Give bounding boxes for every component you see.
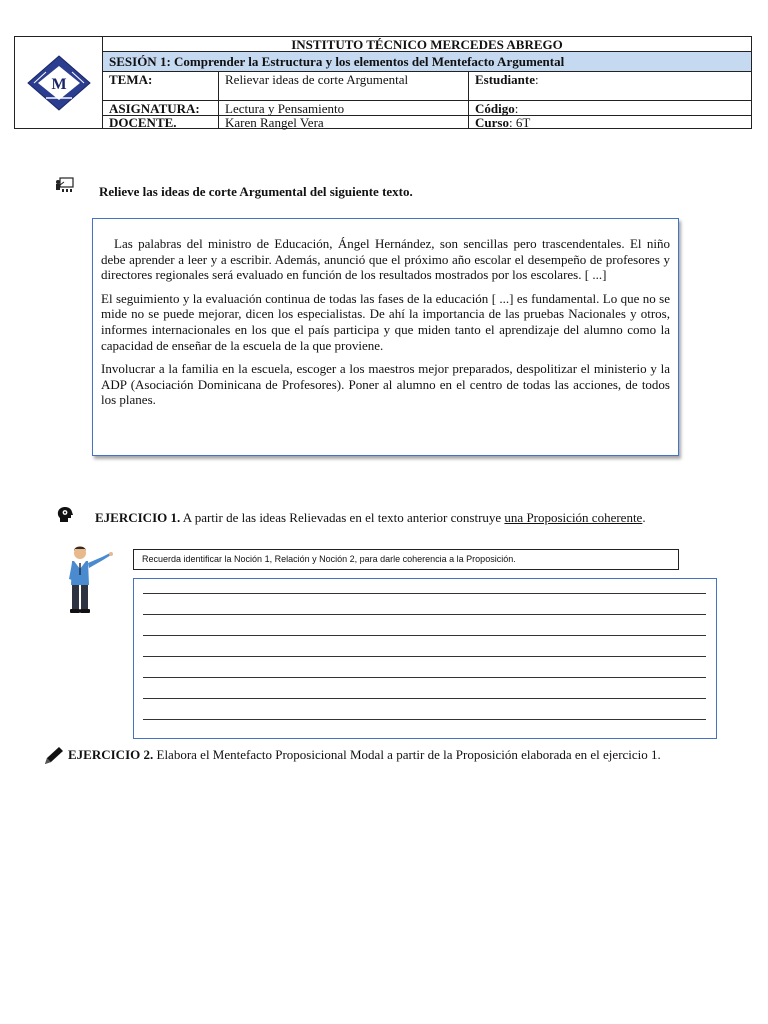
estudiante-field[interactable]: [469, 72, 751, 100]
codigo-label: Código: [475, 101, 515, 116]
reading-paragraph-1: Las palabras del ministro de Educación, Ángel Hernández, son sencillas pero trascendentales. El niño debe aprender a leer y a escribir. Además, anunció que el próximo año escolar el desempeño de profesores y directores regionales será evaluado en función de los resultados mostrados por los escolares. [ ...]: [101, 236, 670, 283]
institution-name: INSTITUTO TÉCNICO MERCEDES ABREGO: [291, 37, 563, 52]
answer-line[interactable]: [143, 677, 706, 678]
session-row: [103, 52, 751, 72]
answer-line[interactable]: [143, 698, 706, 699]
tema-label: TEMA:: [103, 72, 219, 100]
reading-paragraph-2: El seguimiento y la evaluación continua de todas las fases de la educación [ ...] es fundamental. Lo que no se mide no se puede mejorar, dicen los especialistas. De ahí la importancia de las pruebas Nacionales y otros, informes internacionales en los que el país participa y que miden tanto el aprendizaje del alumno como la capacidad de enseñar de la escuela de la que proviene.: [101, 290, 670, 353]
codigo-field[interactable]: [469, 101, 751, 115]
exercise-2-label: EJERCICIO 2.: [68, 747, 154, 762]
tema-row: [103, 72, 751, 101]
curso-value: : 6T: [508, 115, 531, 130]
school-logo: [26, 54, 92, 112]
exercise-1-text: [68, 510, 701, 526]
asignatura-label: ASIGNATURA:: [103, 101, 219, 115]
estudiante-label: Estudiante: [475, 72, 535, 87]
instruction-text: Relieve las ideas de corte Argumental del siguiente texto.: [99, 184, 413, 199]
asignatura-value: Lectura y Pensamiento: [219, 101, 469, 115]
reading-text-box: [92, 218, 679, 456]
logo-letter: M: [50, 76, 67, 93]
codigo-colon: :: [514, 101, 519, 116]
exercise-1-label: EJERCICIO 1.: [95, 510, 181, 525]
docente-value: Karen Rangel Vera: [219, 116, 469, 129]
exercise-1-end: .: [642, 510, 646, 525]
answer-line[interactable]: [143, 635, 706, 636]
asignatura-row: [103, 101, 751, 116]
answer-line[interactable]: [143, 656, 706, 657]
header-table: [14, 36, 752, 129]
reminder-note: Recuerda identificar la Noción 1, Relación y Noción 2, para darle coherencia a la Proposición.: [133, 549, 679, 570]
estudiante-colon: :: [534, 72, 539, 87]
docente-label: DOCENTE.: [103, 116, 219, 129]
session-title: : Comprender la Estructura y los elementos del Mentefacto Argumental: [166, 54, 565, 69]
institution-row: [103, 37, 751, 52]
exercise-2-instruction: Elabora el Mentefacto Proposicional Modal a partir de la Proposición elaborada en el ejercicio 1.: [153, 747, 661, 762]
answer-line[interactable]: [143, 593, 706, 594]
pencil-icon: [43, 746, 65, 771]
exercise-1-underlined: una Proposición coherente: [504, 510, 643, 525]
answer-box[interactable]: [133, 578, 717, 739]
exercise-2-text: [68, 747, 701, 763]
reading-paragraph-3: Involucrar a la familia en la escuela, escoger a los maestros mejor preparados, despolitizar el ministerio y la ADP (Asociación Dominicana de Profesores). Poner al alumno en el centro de todas las acciones, de todos los planes.: [101, 361, 670, 408]
curso-label: Curso: [475, 115, 509, 130]
logo-cell: [15, 37, 103, 129]
answer-line[interactable]: [143, 719, 706, 720]
curso-field: [469, 116, 751, 129]
exercise-1-instruction: A partir de las ideas Relievadas en el texto anterior construye: [180, 510, 505, 525]
session-label: SESIÓN 1: [109, 54, 167, 69]
teacher-board-icon: [54, 177, 74, 198]
tema-value: Relievar ideas de corte Argumental: [219, 72, 469, 100]
docente-row: [103, 116, 751, 129]
teacher-figure-icon: [66, 545, 114, 620]
answer-line[interactable]: [143, 614, 706, 615]
